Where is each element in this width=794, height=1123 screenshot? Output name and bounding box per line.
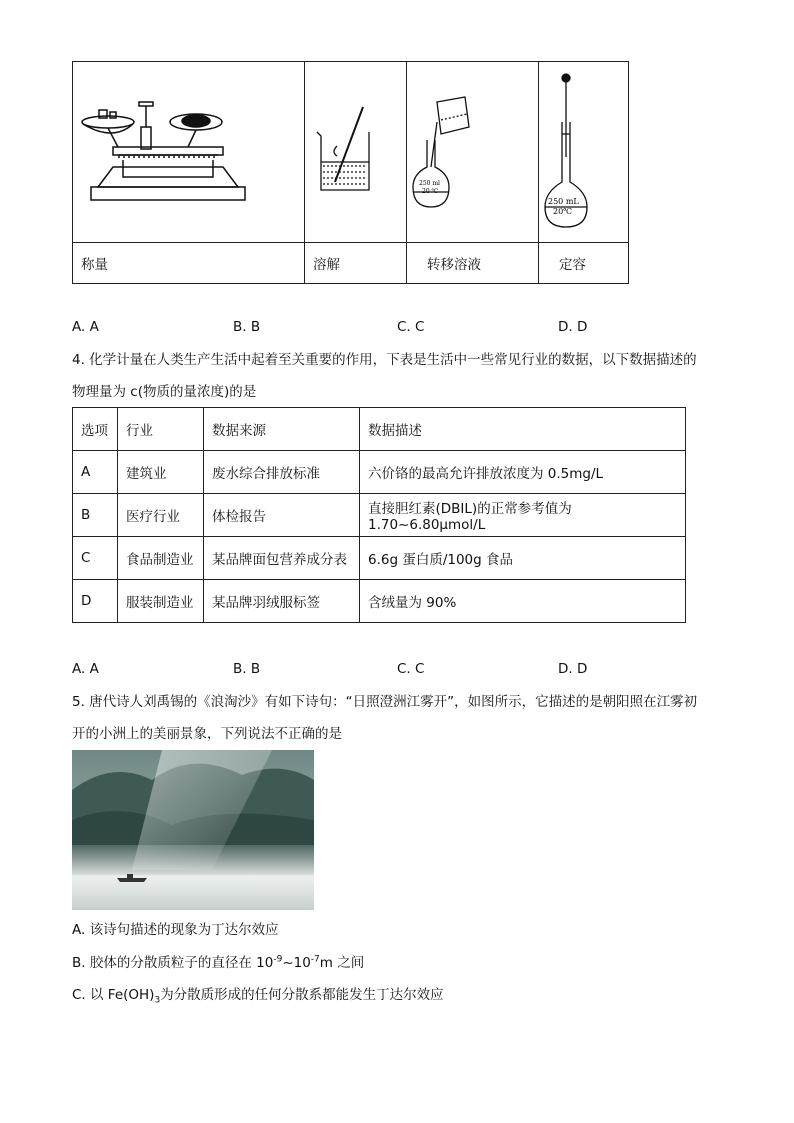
row-a-industry: 建筑业 [118, 451, 204, 494]
volume-cell [539, 62, 629, 243]
q4-stem-line2: 物理量为 c(物质的量浓度)的是 [72, 384, 257, 400]
table-row [73, 494, 686, 537]
row-a-description: 六价铬的最高允许排放浓度为 0.5mg/L [360, 451, 686, 494]
row-c-option: C [73, 537, 118, 580]
header-option: 选项 [73, 408, 118, 451]
table-row [73, 537, 686, 580]
transfer-cell [407, 62, 539, 243]
q5-b-text-pre: B. 胶体的分散质粒子的直径在 10 [72, 955, 274, 971]
row-a-source: 废水综合排放标准 [204, 451, 360, 494]
row-c-description: 6.6g 蛋白质/100g 食品 [360, 537, 686, 580]
beaker-cell [305, 62, 407, 243]
q4-option-b[interactable]: B. B [233, 661, 261, 677]
q5-option-b[interactable] [72, 951, 364, 971]
volumetric-flask-icon [539, 62, 628, 238]
misty-river-photo [72, 750, 314, 910]
q5-option-a[interactable]: A. 该诗句描述的现象为丁达尔效应 [72, 922, 279, 938]
landscape-image [72, 750, 314, 910]
volumetric-volume-label: 250 mL [548, 197, 579, 206]
q4-options [72, 661, 632, 681]
beaker-stirring-icon [305, 62, 406, 238]
q3-options [72, 319, 632, 339]
q4-option-d[interactable]: D. D [558, 661, 588, 677]
row-d-industry: 服装制造业 [118, 580, 204, 623]
flask-volume-label: 250 ml [419, 180, 440, 187]
q4-table-header [73, 408, 686, 451]
q3-option-b[interactable]: B. B [233, 319, 261, 335]
q5-b-exponent-1: -9 [273, 954, 283, 965]
header-source: 数据来源 [204, 408, 360, 451]
q5-c-text-post: 为分散质形成的任何分散系都能发生丁达尔效应 [160, 987, 444, 1003]
label-constant-volume: 定容 [539, 243, 629, 284]
row-d-option: D [73, 580, 118, 623]
q4-stem-line1: 4. 化学计量在人类生产生活中起着至关重要的作用，下表是生活中一些常见行业的数据，以下数据描述的 [72, 352, 697, 368]
operation-table [72, 61, 629, 284]
q5-stem [72, 686, 732, 750]
q5-b-exponent-2: -7 [310, 954, 320, 965]
row-b-industry: 医疗行业 [118, 494, 204, 537]
flask-transfer-icon [407, 62, 538, 238]
q4-table [72, 407, 686, 623]
table-row [73, 451, 686, 494]
q5-option-c[interactable] [72, 983, 444, 1006]
q3-option-c[interactable]: C. C [397, 319, 425, 335]
row-b-description: 直接胆红素(DBIL)的正常参考值为 1.70~6.80μmol/L [360, 494, 686, 537]
q5-b-text-post: m 之间 [319, 955, 365, 971]
row-d-description: 含绒量为 90% [360, 580, 686, 623]
label-dissolve: 溶解 [305, 243, 407, 284]
row-b-source: 体检报告 [204, 494, 360, 537]
row-b-option: B [73, 494, 118, 537]
q4-stem [72, 344, 732, 408]
q5-stem-line1: 5. 唐代诗人刘禹锡的《浪淘沙》有如下诗句：“日照澄洲江雾开”，如图所示，它描述的是朝阳照在江雾初 [72, 694, 698, 710]
volumetric-temp-label: 20℃ [553, 207, 573, 216]
label-transfer: 转移溶液 [407, 243, 539, 284]
row-c-source: 某品牌面包营养成分表 [204, 537, 360, 580]
label-weighing: 称量 [73, 243, 305, 284]
q4-option-c[interactable]: C. C [397, 661, 425, 677]
row-d-source: 某品牌羽绒服标签 [204, 580, 360, 623]
q3-option-d[interactable]: D. D [558, 319, 588, 335]
balance-cell [73, 62, 305, 243]
q5-c-subscript: 3 [154, 995, 161, 1006]
q5-stem-line2: 开的小洲上的美丽景象，下列说法不正确的是 [72, 726, 342, 742]
header-description: 数据描述 [360, 408, 686, 451]
row-c-industry: 食品制造业 [118, 537, 204, 580]
q4-option-a[interactable]: A. A [72, 661, 99, 677]
balance-icon [73, 62, 304, 238]
q5-c-text-pre: C. 以 Fe(OH) [72, 987, 155, 1003]
row-a-option: A [73, 451, 118, 494]
header-industry: 行业 [118, 408, 204, 451]
flask-temp-label: 20 ℃ [422, 188, 439, 195]
q3-option-a[interactable]: A. A [72, 319, 99, 335]
q5-b-text-mid: ~10 [282, 955, 311, 971]
table-row [73, 580, 686, 623]
